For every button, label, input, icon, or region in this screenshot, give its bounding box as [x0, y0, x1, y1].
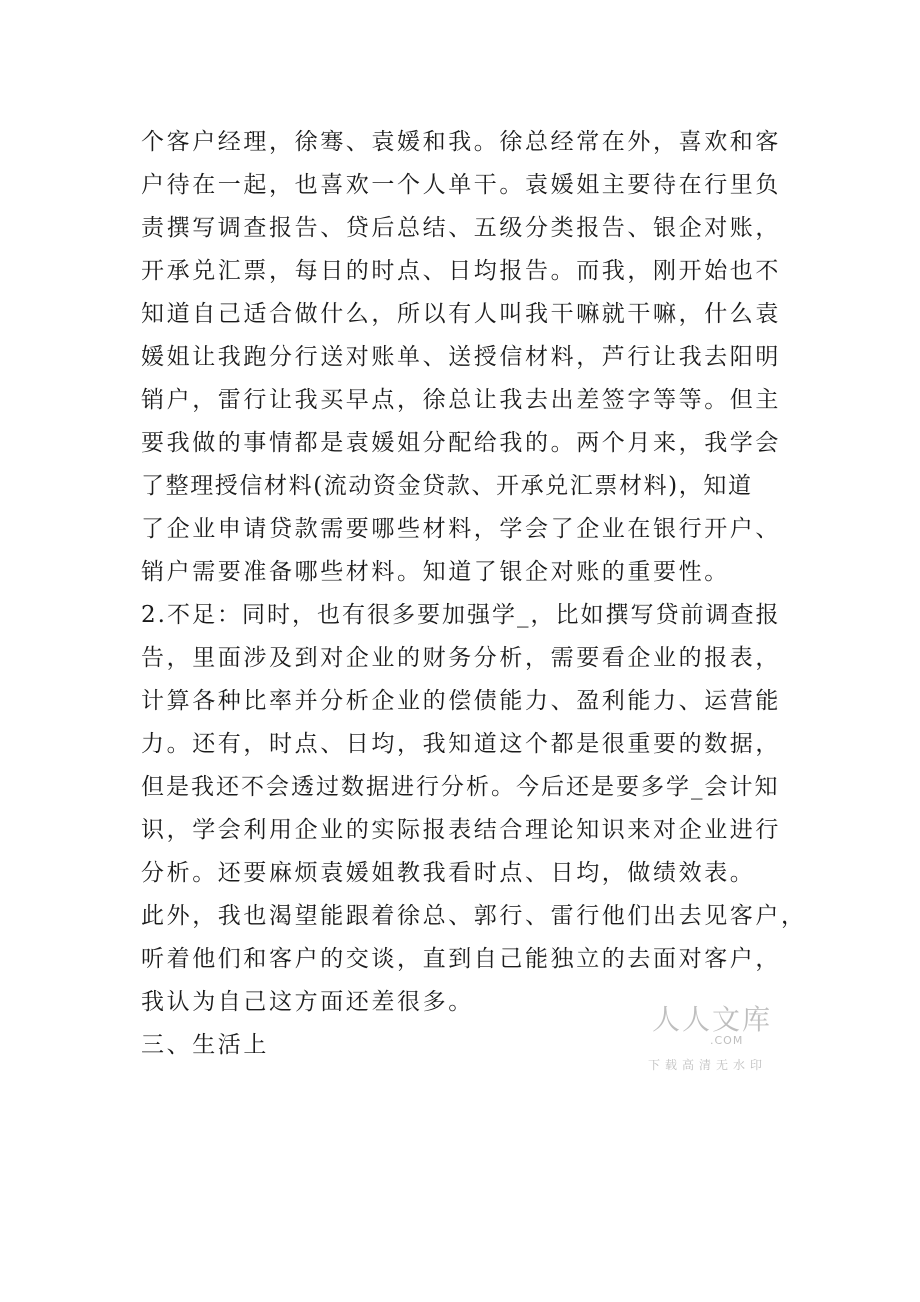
- body-text-line: 销户需要准备哪些材料。知道了银企对账的重要性。: [141, 559, 730, 585]
- body-text-line: 要我做的事情都是袁媛姐分配给我的。两个月来，我学会: [141, 430, 781, 456]
- body-text-line: 力。还有，时点、日均，我知道这个都是很重要的数据，: [141, 731, 781, 757]
- watermark-logo: [640, 998, 780, 1078]
- body-text-line: 听着他们和客户的交谈，直到自己能独立的去面对客户，: [141, 946, 781, 972]
- body-text-line: 识，学会利用企业的实际报表结合理论知识来对企业进行: [141, 817, 781, 843]
- section-heading: 三、生活上: [141, 1032, 269, 1058]
- body-text-line: 2.不足：同时，也有很多要加强学_，比如撰写贷前调查报: [141, 602, 781, 628]
- body-text-line: 个客户经理，徐骞、袁媛和我。徐总经常在外，喜欢和客: [141, 129, 781, 155]
- watermark-url: .COM: [710, 1034, 744, 1047]
- body-text-line: 我认为自己这方面还差很多。: [141, 989, 474, 1015]
- watermark-title: 人人文库: [652, 1003, 773, 1036]
- body-text-line: 告，里面涉及到对企业的财务分析，需要看企业的报表，: [141, 645, 781, 671]
- body-text-line: 了整理授信材料(流动资金贷款、开承兑汇票材料)，知道: [141, 473, 753, 499]
- body-text-line: 知道自己适合做什么，所以有人叫我干嘛就干嘛，什么袁: [141, 301, 781, 327]
- body-text-line: 但是我还不会透过数据进行分析。今后还是要多学_会计知: [141, 774, 780, 800]
- body-text-line: 户待在一起，也喜欢一个人单干。袁媛姐主要待在行里负: [141, 172, 781, 198]
- body-text-line: 责撰写调查报告、贷后总结、五级分类报告、银企对账，: [141, 215, 781, 241]
- watermark-subtitle: 下载高清无水印: [648, 1058, 768, 1072]
- body-text-line: 开承兑汇票，每日的时点、日均报告。而我，刚开始也不: [141, 258, 781, 284]
- body-text-line: 了企业申请贷款需要哪些材料，学会了企业在银行开户、: [141, 516, 781, 542]
- body-text-line: 分析。还要麻烦袁媛姐教我看时点、日均，做绩效表。: [141, 860, 756, 886]
- body-text-line: 计算各种比率并分析企业的偿债能力、盈利能力、运营能: [141, 688, 781, 714]
- body-text-line: 媛姐让我跑分行送对账单、送授信材料，芦行让我去阳明: [141, 344, 781, 370]
- body-text-line: 此外，我也渴望能跟着徐总、郭行、雷行他们出去见客户，: [141, 903, 807, 929]
- body-text-line: 销户，雷行让我买早点，徐总让我去出差签字等等。但主: [141, 387, 781, 413]
